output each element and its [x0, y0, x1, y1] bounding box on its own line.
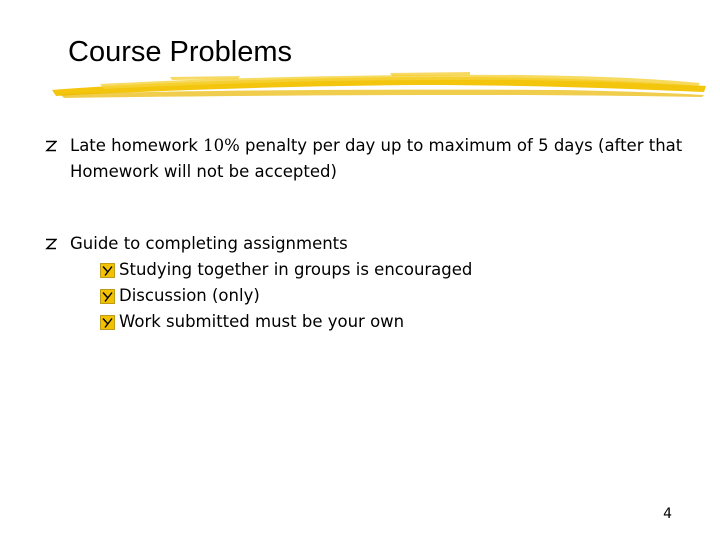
sub-bullet-item — [100, 283, 685, 309]
y-box-bullet-icon — [100, 315, 115, 330]
sub-bullet-text: Discussion (only) — [119, 286, 260, 305]
sub-bullet-list — [100, 257, 685, 335]
bullet-late-homework — [45, 133, 685, 185]
y-box-bullet-icon — [100, 289, 115, 304]
sub-bullet-text: Work submitted must be your own — [119, 312, 405, 331]
sub-bullet-item — [100, 309, 685, 335]
penalty-percent: 10% — [203, 136, 240, 155]
bullet-text-rest: penalty per day up to maximum of 5 days (after that Homework will not be accepted) — [70, 136, 683, 181]
z-bullet-icon — [45, 238, 57, 250]
sub-bullet-item — [100, 257, 685, 283]
y-box-bullet-icon — [100, 263, 115, 278]
bullet-text: Late homework — [70, 136, 204, 155]
bullet-guide-assignments — [45, 231, 685, 335]
z-bullet-icon — [45, 140, 57, 152]
page-number: 4 — [663, 506, 672, 522]
slide-title: Course Problems — [68, 36, 293, 68]
bullet-text: Guide to completing assignments — [70, 234, 348, 253]
sub-bullet-text: Studying together in groups is encouraged — [119, 260, 473, 279]
title-underline-brush — [0, 64, 720, 104]
